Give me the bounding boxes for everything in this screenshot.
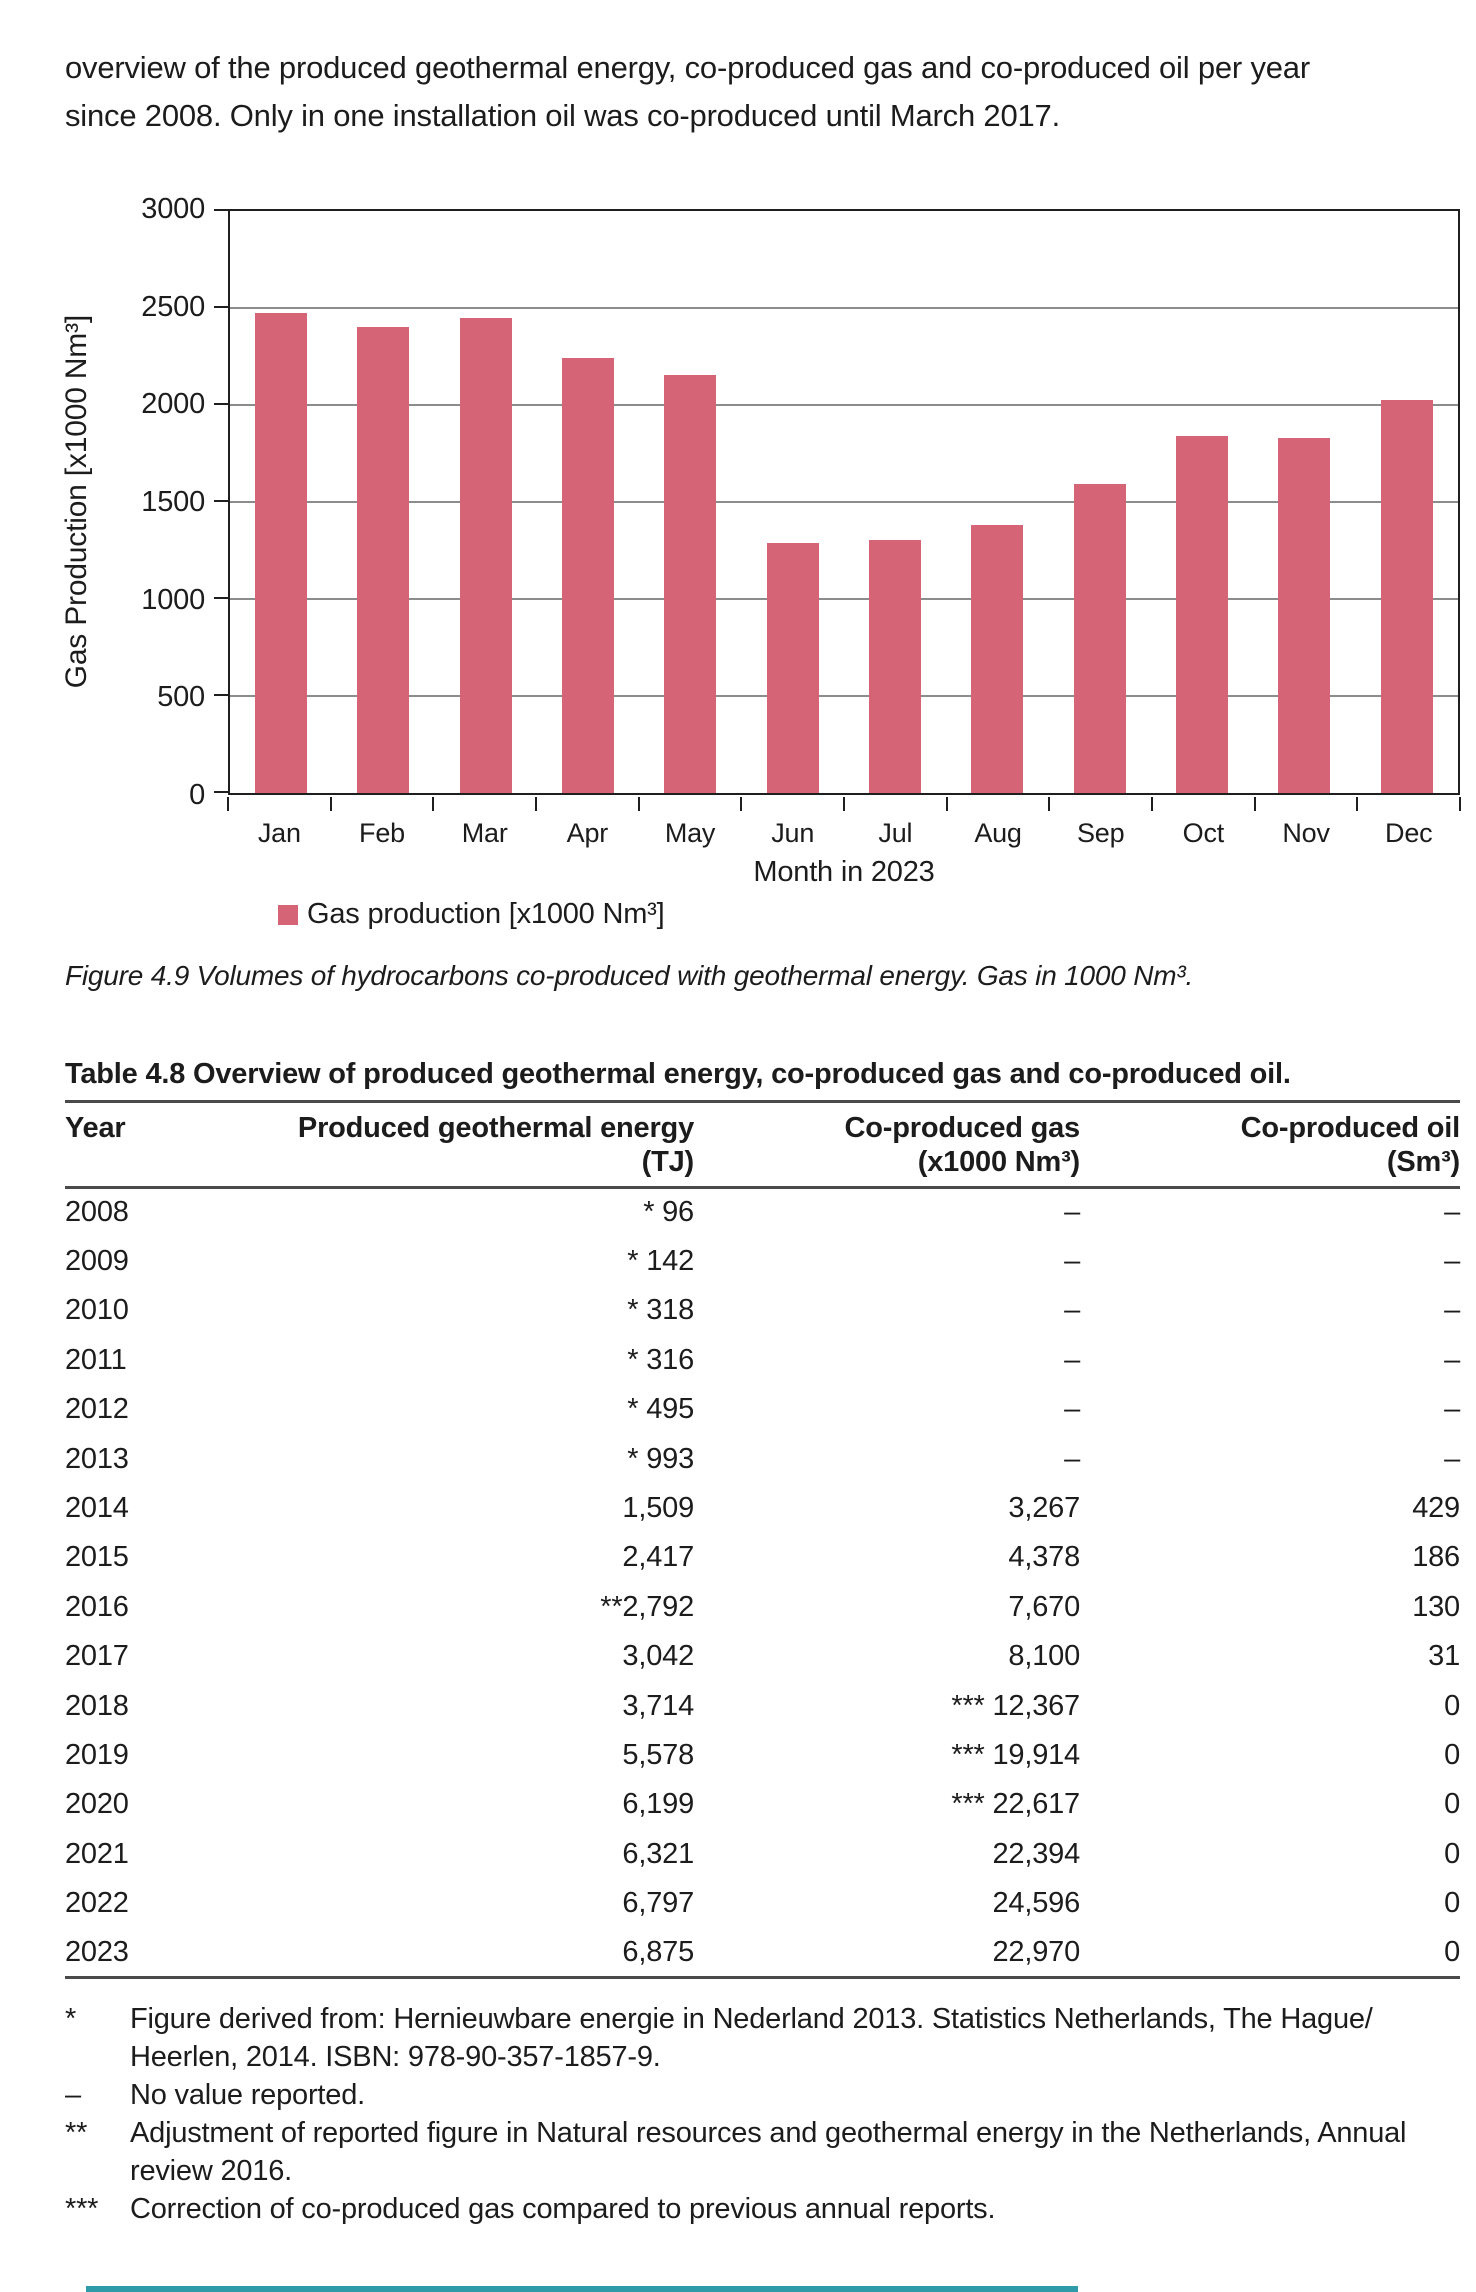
- footnote-marker: ***: [65, 2193, 99, 2225]
- x-tick-mark-8: [1048, 797, 1050, 811]
- value-cell: –: [1444, 1442, 1460, 1475]
- y-tick-label-2000: 2000: [141, 388, 205, 421]
- bar-feb: [357, 327, 409, 793]
- year-cell: 2023: [65, 1935, 129, 1968]
- footnote-2: [65, 2076, 1465, 2114]
- value-cell: –: [1064, 1343, 1080, 1376]
- year-cell: 2017: [65, 1640, 129, 1673]
- column-unit-2: (x1000 Nm³): [917, 1146, 1080, 1179]
- value-cell: 3,267: [1008, 1492, 1080, 1525]
- value-cell: 6,875: [622, 1935, 694, 1968]
- value-cell: –: [1064, 1245, 1080, 1278]
- x-tick-mark-0: [227, 797, 229, 811]
- x-axis-category-labels: [228, 818, 1460, 849]
- year-cell: 2010: [65, 1294, 129, 1327]
- bar-oct: [1176, 436, 1228, 793]
- legend-swatch-icon: [278, 905, 298, 925]
- legend-label: Gas production [x1000 Nm³]: [307, 898, 665, 930]
- x-tick-label-nov: Nov: [1282, 818, 1330, 848]
- x-tick-label-may: May: [664, 818, 716, 848]
- year-cell: 2013: [65, 1442, 129, 1475]
- x-tick-label-mar: Mar: [461, 818, 508, 848]
- x-tick-mark-2: [432, 797, 434, 811]
- value-cell: * 993: [627, 1442, 694, 1475]
- table-row-2010: [65, 1286, 1460, 1335]
- x-tick-label-dec: Dec: [1385, 818, 1433, 848]
- bar-slot-dec: [1356, 211, 1458, 793]
- bar-jan: [255, 313, 307, 793]
- footnote-text-line: Adjustment of reported figure in Natural resources and geothermal energy in the Netherlands, Annual: [130, 2117, 1407, 2149]
- bar-mar: [460, 318, 512, 793]
- footnote-4: [65, 2190, 1465, 2228]
- value-cell: **2,792: [600, 1590, 694, 1623]
- year-cell: 2022: [65, 1887, 129, 1920]
- y-tick-mark-1000: [214, 597, 228, 599]
- table-row-2019: [65, 1731, 1460, 1780]
- x-tick-label-feb: Feb: [359, 818, 405, 848]
- year-cell: 2016: [65, 1590, 129, 1623]
- year-cell: 2020: [65, 1788, 129, 1821]
- x-tick-mark-5: [740, 797, 742, 811]
- value-cell: –: [1064, 1393, 1080, 1426]
- bar-dec: [1381, 400, 1433, 793]
- value-cell: 130: [1412, 1590, 1460, 1623]
- x-tick-mark-1: [330, 797, 332, 811]
- value-cell: *** 19,914: [951, 1738, 1080, 1771]
- x-tick-label-aug: Aug: [974, 818, 1022, 848]
- chart-legend: [278, 898, 664, 931]
- y-tick-label-3000: 3000: [141, 193, 205, 225]
- x-tick-mark-7: [946, 797, 948, 811]
- bar-slot-aug: [946, 211, 1048, 793]
- bar-jun: [767, 543, 819, 793]
- year-cell: 2012: [65, 1393, 129, 1426]
- bar-slot-jun: [742, 211, 844, 793]
- footnote-text-line: Heerlen, 2014. ISBN: 978-90-357-1857-9.: [130, 2041, 661, 2073]
- value-cell: –: [1064, 1442, 1080, 1475]
- value-cell: –: [1064, 1196, 1080, 1229]
- year-cell: 2019: [65, 1738, 129, 1771]
- x-tick-mark-10: [1254, 797, 1256, 811]
- year-cell: 2008: [65, 1196, 129, 1229]
- x-axis-title: Month in 2023: [753, 856, 935, 888]
- x-tick-mark-11: [1356, 797, 1358, 811]
- figure-caption: Figure 4.9 Volumes of hydrocarbons co-produced with geothermal energy. Gas in 1000 Nm³.: [65, 960, 1194, 991]
- table-row-2022: [65, 1879, 1460, 1928]
- bar-slot-sep: [1049, 211, 1151, 793]
- bar-nov: [1278, 438, 1330, 793]
- table-body: [65, 1188, 1460, 1978]
- value-cell: –: [1444, 1393, 1460, 1426]
- value-cell: 0: [1444, 1738, 1460, 1771]
- intro-line-2: since 2008. Only in one installation oil was co-produced until March 2017.: [65, 98, 1061, 133]
- footnotes: [65, 2000, 1465, 2228]
- value-cell: 0: [1444, 1887, 1460, 1920]
- bar-aug: [971, 525, 1023, 793]
- column-header-1: Produced geothermal energy: [297, 1111, 694, 1144]
- y-tick-label-0: 0: [189, 779, 205, 811]
- intro-line-1: overview of the produced geothermal energy, co-produced gas and co-produced oil per year: [65, 50, 1310, 85]
- x-tick-label-oct: Oct: [1182, 818, 1225, 848]
- table-header: [65, 1102, 1460, 1188]
- value-cell: –: [1444, 1343, 1460, 1376]
- value-cell: 22,970: [992, 1935, 1080, 1968]
- x-tick-mark-3: [535, 797, 537, 811]
- value-cell: –: [1444, 1196, 1460, 1229]
- value-cell: 429: [1412, 1492, 1460, 1525]
- footnote-text-line: No value reported.: [130, 2079, 365, 2111]
- value-cell: 22,394: [992, 1837, 1080, 1870]
- data-table: [65, 1100, 1460, 1979]
- value-cell: 2,417: [622, 1541, 694, 1574]
- year-cell: 2011: [65, 1343, 127, 1376]
- value-cell: 6,321: [622, 1837, 694, 1870]
- bar-apr: [562, 358, 614, 793]
- value-cell: 1,509: [622, 1492, 694, 1525]
- bar-sep: [1074, 484, 1126, 793]
- bar-may: [664, 375, 716, 793]
- bar-slot-jul: [844, 211, 946, 793]
- bottom-strip: [86, 2286, 1078, 2292]
- value-cell: 0: [1444, 1935, 1460, 1968]
- value-cell: *** 12,367: [951, 1689, 1080, 1722]
- table-row-2014: [65, 1484, 1460, 1533]
- value-cell: 6,797: [622, 1887, 694, 1920]
- y-tick-mark-0: [214, 791, 228, 793]
- year-cell: 2021: [65, 1837, 129, 1870]
- table-row-2017: [65, 1632, 1460, 1681]
- y-axis-title-text: Gas Production [x1000 Nm³]: [60, 315, 93, 689]
- footnote-text: [130, 2114, 1465, 2190]
- bar-slot-apr: [537, 211, 639, 793]
- value-cell: 24,596: [992, 1887, 1080, 1920]
- x-tick-label-apr: Apr: [566, 818, 609, 848]
- table-row-2013: [65, 1434, 1460, 1483]
- bar-series: [230, 211, 1458, 793]
- y-tick-mark-2000: [214, 403, 228, 405]
- footnote-marker: *: [65, 2003, 77, 2035]
- value-cell: 0: [1444, 1837, 1460, 1870]
- footnote-3: [65, 2114, 1465, 2190]
- bar-slot-jan: [230, 211, 332, 793]
- value-cell: 4,378: [1008, 1541, 1080, 1574]
- footnote-text-line: Correction of co-produced gas compared to previous annual reports.: [130, 2193, 996, 2225]
- column-header-0: Year: [65, 1111, 126, 1144]
- y-tick-mark-2500: [214, 306, 228, 308]
- x-tick-label-jul: Jul: [878, 818, 913, 848]
- y-axis-tick-labels: [55, 193, 205, 811]
- table-row-2023: [65, 1928, 1460, 1977]
- value-cell: 31: [1428, 1640, 1460, 1673]
- footnote-text-line: review 2016.: [130, 2155, 293, 2187]
- value-cell: * 495: [627, 1393, 694, 1426]
- x-tick-mark-6: [843, 797, 845, 811]
- x-tick-mark-4: [638, 797, 640, 811]
- bar-slot-feb: [332, 211, 434, 793]
- table-row-2011: [65, 1336, 1460, 1385]
- value-cell: * 142: [627, 1245, 694, 1278]
- y-tick-label-2500: 2500: [141, 290, 205, 323]
- table-row-2015: [65, 1533, 1460, 1582]
- y-tick-mark-500: [214, 694, 228, 696]
- y-tick-label-1000: 1000: [141, 583, 205, 616]
- table-row-2012: [65, 1385, 1460, 1434]
- year-cell: 2009: [65, 1245, 129, 1278]
- table-row-2008: [65, 1188, 1460, 1237]
- bar-slot-may: [639, 211, 741, 793]
- column-unit-1: (TJ): [641, 1146, 694, 1179]
- column-header-2: Co-produced gas: [844, 1111, 1080, 1144]
- year-cell: 2014: [65, 1492, 129, 1525]
- bar-slot-nov: [1253, 211, 1355, 793]
- footnote-1: [65, 2000, 1465, 2076]
- x-tick-mark-12: [1459, 797, 1461, 811]
- value-cell: 0: [1444, 1689, 1460, 1722]
- table-row-2020: [65, 1780, 1460, 1829]
- bar-slot-mar: [435, 211, 537, 793]
- value-cell: *** 22,617: [951, 1788, 1080, 1821]
- y-tick-label-500: 500: [157, 681, 205, 714]
- y-tick-mark-3000: [214, 209, 228, 211]
- value-cell: 3,042: [622, 1640, 694, 1673]
- x-tick-mark-9: [1151, 797, 1153, 811]
- x-tick-label-sep: Sep: [1076, 818, 1125, 848]
- table-row-2021: [65, 1830, 1460, 1879]
- column-unit-0: [65, 1146, 265, 1188]
- value-cell: 7,670: [1008, 1590, 1080, 1623]
- table-title: Table 4.8 Overview of produced geothermal energy, co-produced gas and co-produced oil.: [65, 1058, 1291, 1090]
- footnote-marker: –: [65, 2079, 81, 2111]
- footnote-marker: **: [65, 2117, 88, 2149]
- value-cell: 6,199: [622, 1788, 694, 1821]
- value-cell: 3,714: [622, 1689, 694, 1722]
- plot-area: [228, 209, 1460, 795]
- table-row-2016: [65, 1583, 1460, 1632]
- x-tick-label-jan: Jan: [257, 818, 301, 848]
- footnote-text: [130, 2000, 1465, 2076]
- year-cell: 2018: [65, 1689, 129, 1722]
- year-cell: 2015: [65, 1541, 129, 1574]
- column-header-3: Co-produced oil: [1240, 1111, 1460, 1144]
- x-axis-ticks: [228, 797, 1460, 813]
- value-cell: –: [1444, 1245, 1460, 1278]
- value-cell: 0: [1444, 1788, 1460, 1821]
- footnote-text: [130, 2076, 1465, 2114]
- intro-paragraph: [65, 44, 1465, 140]
- x-tick-label-jun: Jun: [771, 818, 815, 848]
- column-unit-3: (Sm³): [1386, 1146, 1460, 1179]
- value-cell: 5,578: [622, 1738, 694, 1771]
- bar-slot-oct: [1151, 211, 1253, 793]
- footnote-text-line: Figure derived from: Hernieuwbare energie in Nederland 2013. Statistics Netherlands, The Hague/: [130, 2003, 1373, 2035]
- value-cell: * 96: [643, 1196, 694, 1229]
- value-cell: –: [1064, 1294, 1080, 1327]
- value-cell: * 318: [627, 1294, 694, 1327]
- value-cell: 8,100: [1008, 1640, 1080, 1673]
- value-cell: 186: [1412, 1541, 1460, 1574]
- footnote-text: [130, 2190, 1465, 2228]
- table-row-2009: [65, 1237, 1460, 1286]
- bar-jul: [869, 540, 921, 793]
- table-row-2018: [65, 1681, 1460, 1730]
- y-tick-label-1500: 1500: [141, 486, 205, 518]
- value-cell: –: [1444, 1294, 1460, 1327]
- value-cell: * 316: [627, 1343, 694, 1376]
- y-tick-mark-1500: [214, 500, 228, 502]
